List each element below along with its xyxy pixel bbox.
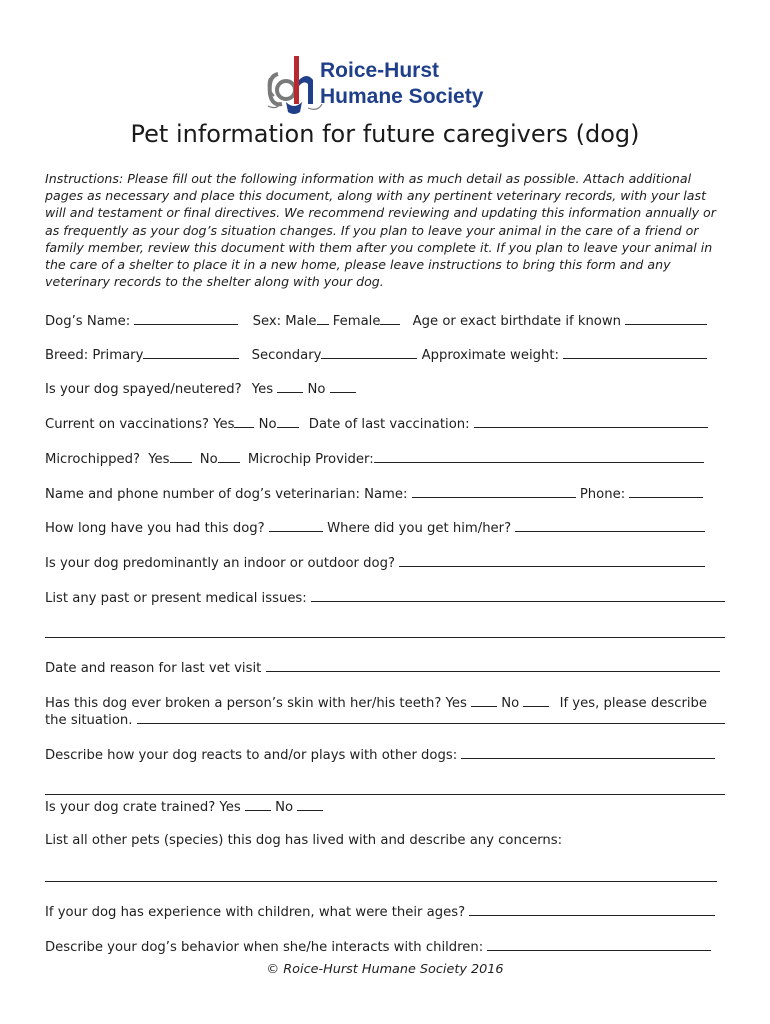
how-long-label: How long have you had this dog? <box>45 521 265 536</box>
breed-primary-label: Breed: Primary <box>45 348 144 363</box>
other-dogs-label: Describe how your dog reacts to and/or plays with other dogs: <box>45 748 458 763</box>
situation-label: the situation. <box>45 713 133 728</box>
male-field[interactable] <box>317 312 329 325</box>
medical-issues-field[interactable] <box>311 589 725 602</box>
vet-name-field[interactable] <box>412 485 576 498</box>
other-dogs-extra-line[interactable] <box>45 794 725 795</box>
breed-secondary-label: Secondary <box>251 348 322 363</box>
crate-no-field[interactable] <box>297 798 323 811</box>
copyright-footer: © Roice-Hurst Humane Society 2016 <box>266 962 504 977</box>
row-dog-name <box>45 312 707 329</box>
row-children-behavior <box>45 938 711 955</box>
weight-field[interactable] <box>563 346 707 359</box>
microchip-provider-label: Microchip Provider: <box>247 452 374 467</box>
where-get-field[interactable] <box>515 519 705 532</box>
spayed-yes-field[interactable] <box>277 380 303 393</box>
row-vaccinations <box>45 415 708 432</box>
instructions-paragraph: Instructions: Please fill out the following information with as much detail as possible. Attach additional pages as necessary and place this document, along with any pertinent veterinary records, with your last will and testament or final directives. We recommend reviewing and updating this information annually or as frequently as your dog’s situation changes. If you plan to leave your animal in the care of a friend or family member, review this document with them after you complete it. If you plan to leave your animal in the care of a shelter to place it in a new home, please leave instructions to bring this form and any veterinary records to the shelter along with your dog. <box>45 171 716 290</box>
microchipped-no-label: No <box>199 452 218 467</box>
row-bite-situation <box>45 711 725 728</box>
age-field[interactable] <box>625 312 707 325</box>
breed-primary-field[interactable] <box>143 346 239 359</box>
other-pets-field[interactable] <box>45 881 717 882</box>
female-label: Female <box>332 314 381 329</box>
last-vet-visit-label: Date and reason for last vet visit <box>45 661 262 676</box>
bite-no-field[interactable] <box>523 694 549 707</box>
row-medical <box>45 589 725 606</box>
situation-field[interactable] <box>137 711 725 724</box>
page-title: Pet information for future caregivers (dog) <box>130 120 640 148</box>
spayed-label: Is your dog spayed/neutered? <box>45 382 242 397</box>
children-behavior-field[interactable] <box>487 938 711 951</box>
row-how-long <box>45 519 705 536</box>
microchipped-yes-label: Yes <box>148 452 170 467</box>
dogs-name-field[interactable] <box>134 312 238 325</box>
bite-if-yes-label: If yes, please describe <box>559 696 708 711</box>
logo-line-2: Humane Society <box>320 85 484 108</box>
dogs-name-label: Dog’s Name: <box>45 314 131 329</box>
bite-yes-field[interactable] <box>471 694 497 707</box>
spayed-no-label: No <box>307 382 326 397</box>
vet-name-label: Name and phone number of dog’s veterinarian: Name: <box>45 487 408 502</box>
medical-issues-label: List any past or present medical issues: <box>45 591 307 606</box>
row-other-pets <box>45 833 562 848</box>
bite-no-label: No <box>501 696 520 711</box>
medical-issues-extra-line[interactable] <box>45 637 725 638</box>
row-other-dogs <box>45 746 715 763</box>
last-vaccination-label: Date of last vaccination: <box>308 417 470 432</box>
row-bite <box>45 694 707 711</box>
microchipped-label: Microchipped? <box>45 452 140 467</box>
female-field[interactable] <box>380 312 400 325</box>
children-ages-label: If your dog has experience with children, what were their ages? <box>45 905 466 920</box>
row-spayed <box>45 380 356 397</box>
other-pets-label: List all other pets (species) this dog has lived with and describe any concerns: <box>45 833 563 848</box>
breed-secondary-field[interactable] <box>321 346 417 359</box>
age-label: Age or exact birthdate if known <box>412 314 622 329</box>
last-vaccination-field[interactable] <box>474 415 708 428</box>
other-dogs-field[interactable] <box>461 746 715 759</box>
children-behavior-label: Describe your dog’s behavior when she/he interacts with children: <box>45 940 484 955</box>
row-indoor-outdoor <box>45 554 705 571</box>
vaccinations-no-label: No <box>258 417 277 432</box>
indoor-outdoor-label: Is your dog predominantly an indoor or outdoor dog? <box>45 556 395 571</box>
row-children-ages <box>45 903 715 920</box>
microchipped-no-field[interactable] <box>218 450 240 463</box>
microchip-provider-field[interactable] <box>374 450 704 463</box>
crate-no-label: No <box>275 800 294 815</box>
vaccinations-no-field[interactable] <box>277 415 299 428</box>
vet-phone-field[interactable] <box>629 485 703 498</box>
sex-label: Sex: Male <box>252 314 317 329</box>
row-crate <box>45 798 323 815</box>
spayed-no-field[interactable] <box>330 380 356 393</box>
row-breed <box>45 346 707 363</box>
last-vet-visit-field[interactable] <box>266 659 720 672</box>
logo-line-1: Roice-Hurst <box>320 59 440 82</box>
microchipped-yes-field[interactable] <box>170 450 192 463</box>
indoor-outdoor-field[interactable] <box>399 554 705 567</box>
vaccinations-yes-field[interactable] <box>234 415 254 428</box>
row-microchip <box>45 450 704 467</box>
crate-yes-field[interactable] <box>245 798 271 811</box>
vet-phone-label: Phone: <box>579 487 626 502</box>
row-last-vet-visit <box>45 659 720 676</box>
spayed-yes-label: Yes <box>251 382 274 397</box>
weight-label: Approximate weight: <box>421 348 559 363</box>
bite-question-label: Has this dog ever broken a person’s skin with her/his teeth? Yes <box>45 696 467 711</box>
where-get-label: Where did you get him/her? <box>327 521 512 536</box>
how-long-field[interactable] <box>269 519 323 532</box>
vaccinations-label: Current on vaccinations? Yes <box>45 417 235 432</box>
row-veterinarian <box>45 485 703 502</box>
crate-trained-label: Is your dog crate trained? Yes <box>45 800 241 815</box>
children-ages-field[interactable] <box>469 903 715 916</box>
logo-text <box>320 58 483 110</box>
logo-mark-icon <box>264 50 326 118</box>
